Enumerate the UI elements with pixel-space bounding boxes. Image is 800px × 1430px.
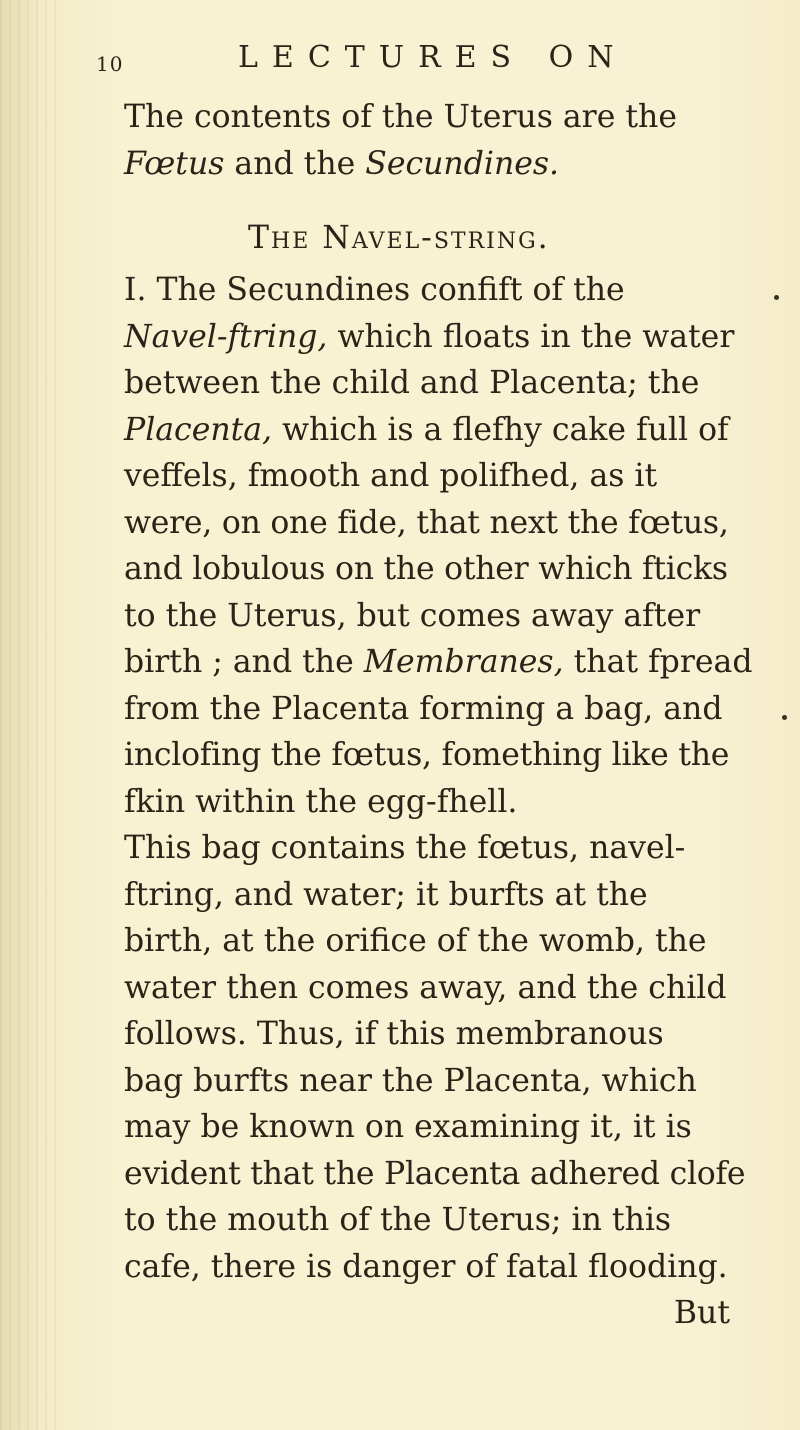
text-line: The contents of the Uterus are the: [124, 99, 677, 135]
section-heading: The Navel-string.: [248, 220, 550, 256]
text-line: Placenta, which is a flefhy cake full of: [124, 411, 729, 448]
running-head: LECTURES ON: [238, 40, 628, 75]
text-line: Fœtus and the Secundines.: [124, 145, 560, 182]
text-line: Navel-ftring, which floats in the water: [124, 318, 735, 355]
text-line: cafe, there is danger of fatal flooding.: [124, 1248, 728, 1285]
text-line: veffels, fmooth and polifhed, as it: [124, 458, 658, 494]
text-line: bag burfts near the Placenta, which: [124, 1062, 697, 1099]
print-speck: [782, 715, 787, 720]
italic-term: Navel-ftring,: [124, 318, 328, 355]
text-line: from the Placenta forming a bag, and: [124, 690, 723, 727]
body-text: [124, 94, 754, 1337]
text-line: birth, at the orifice of the womb, the: [124, 923, 707, 959]
italic-term: Placenta,: [124, 411, 273, 448]
text-line: to the Uterus, but comes away after: [124, 597, 701, 634]
text-line: fkin within the egg-fhell.: [124, 783, 518, 820]
text-line: birth ; and the Membranes, that fpread: [124, 644, 753, 680]
text-line: evident that the Placenta adhered clofe: [124, 1155, 746, 1192]
text-line: water then comes away, and the child: [124, 969, 727, 1006]
text-line: between the child and Placenta; the: [124, 365, 700, 401]
text-line: ftring, and water; it burfts at the: [124, 876, 648, 913]
italic-term: Membranes,: [363, 644, 564, 680]
text-line: to the mouth of the Uterus; in this: [124, 1202, 672, 1238]
text-line: follows. Thus, if this membranous: [124, 1016, 664, 1052]
text-line: may be known on examining it, it is: [124, 1109, 692, 1145]
text-line: This bag contains the fœtus, navel-: [124, 830, 686, 866]
text-line: inclofing the fœtus, fomething like the: [124, 737, 730, 773]
page-number: 10: [96, 52, 124, 76]
page-header: [96, 40, 736, 80]
catchword: But: [673, 1295, 730, 1331]
text-line: I. The Secundines confift of the: [124, 272, 625, 308]
print-speck: [774, 295, 779, 300]
binding-gutter: [0, 0, 58, 1430]
text-line: were, on one fide, that next the fœtus,: [124, 504, 729, 541]
text-line: and lobulous on the other which fticks: [124, 551, 728, 587]
italic-term: Secundines.: [365, 145, 560, 182]
italic-term: Fœtus: [124, 145, 225, 182]
